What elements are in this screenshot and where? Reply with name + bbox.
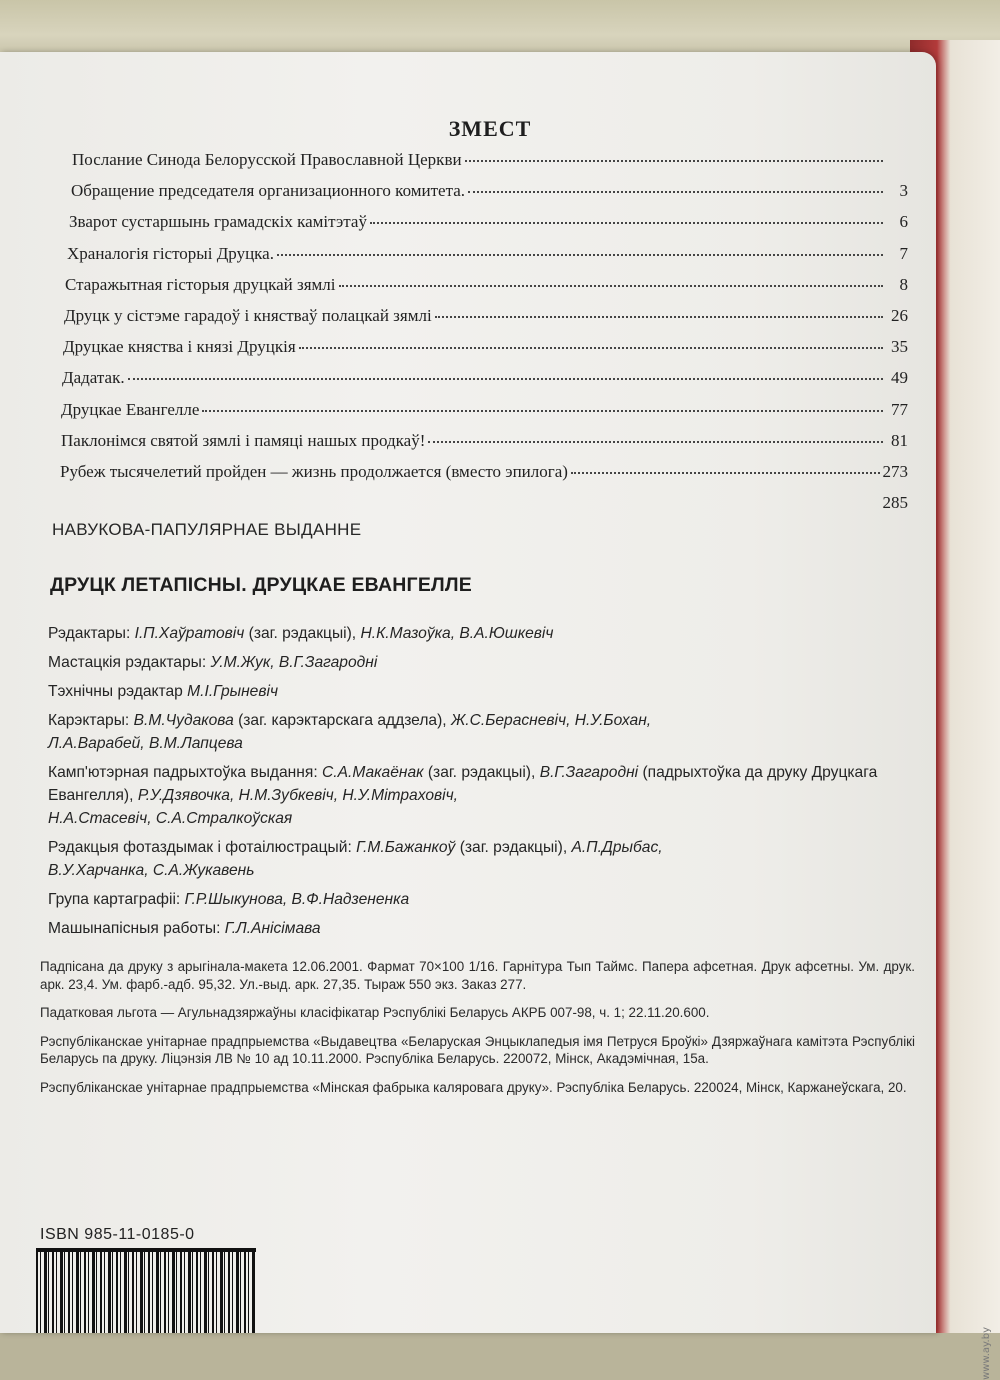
toc-leader-dots	[128, 378, 883, 380]
credit-label: Машынапісныя работы:	[48, 920, 221, 937]
toc-entry	[58, 275, 908, 306]
credit-name: В.Г.Загародні	[539, 764, 639, 781]
imprint-print-data: Падпісана да друку з арыгінала-макета 12.06.2001. Фармат 70×100 1/16. Гарнітура Тып Таймс. Папера афсетная. Друк афсетны. Ум. друк. арк. 23,4. Ум. фарб.-адб. 95,32. Ул.-выд. арк. 27,35. Тыраж 550 экз. Заказ 277.	[40, 959, 915, 992]
credit-computer-prep	[48, 761, 908, 830]
imprint-printer: Рэспубліканскае унітарнае прадпрыемства «Мінская фабрыка каляровага друку». Рэспубліка Беларусь. 220024, Мінск, Каржанеўскага, 20.	[40, 1079, 907, 1095]
credits-block	[48, 622, 908, 946]
toc-leader-dots	[435, 316, 883, 318]
credit-label: Камп'ютэрная падрыхтоўка выдання:	[48, 764, 318, 781]
toc-entry	[58, 368, 908, 399]
toc-entry	[58, 400, 908, 431]
credit-tech-editor	[48, 680, 908, 703]
toc-entry-page: 7	[899, 243, 908, 263]
credit-label: Група картаграфіі:	[48, 891, 181, 908]
credit-cartography	[48, 888, 908, 911]
toc-leader-dots	[299, 347, 883, 349]
toc-entry	[58, 337, 908, 368]
table-of-contents	[58, 150, 908, 524]
toc-entry-page: 26	[891, 305, 908, 325]
toc-entry-page: 8	[899, 274, 908, 294]
toc-entry-page: 77	[891, 399, 908, 419]
credit-name: Р.У.Дзявочка, Н.М.Зубкевіч, Н.У.Мітраховіч,	[137, 787, 458, 804]
credit-name: Г.Л.Анісімава	[224, 920, 321, 937]
toc-entry-title: Послание Синода Белорусской Православной Церкви	[72, 150, 462, 169]
toc-entry-page: 273	[882, 461, 908, 481]
toc-entry-page: 285	[882, 493, 908, 513]
toc-entry-page: 35	[891, 337, 908, 357]
credit-note: (заг. рэдакцыі),	[459, 839, 568, 856]
toc-leader-dots	[277, 254, 883, 256]
toc-entry	[58, 212, 908, 243]
credit-art-editors	[48, 651, 908, 674]
credit-name: Л.А.Варабей, В.М.Лапцева	[48, 735, 243, 752]
credit-name: В.А.Юшкевіч	[459, 625, 554, 642]
toc-leader-dots	[370, 222, 883, 224]
toc-entry	[58, 462, 908, 493]
toc-leader-dots	[468, 191, 883, 193]
credit-name: С.А.Макаёнак	[322, 764, 424, 781]
toc-entry-title: Друцк у сістэме гарадоў і княстваў полацкай зямлі	[64, 305, 432, 325]
toc-title: ЗМЕСТ	[448, 116, 532, 141]
toc-leader-dots	[428, 441, 883, 443]
watermark: www.ay.by	[981, 1327, 992, 1380]
toc-leader-dots	[571, 472, 880, 474]
credit-label: Мастацкія рэдактары:	[48, 654, 207, 671]
toc-entry	[58, 244, 908, 275]
credit-label: Рэдактары:	[48, 625, 131, 642]
toc-entry	[58, 306, 908, 337]
credit-name: Н.А.Стасевіч, С.А.Стралкоўская	[48, 810, 293, 827]
credit-name: Н.К.Мазоўка,	[360, 625, 456, 642]
toc-entry-page: 49	[891, 368, 908, 388]
publication-type: НАВУКОВА-ПАПУЛЯРНАЕ ВЫДАННЕ	[52, 520, 362, 539]
toc-entry-title: Зварот сустаршынь грамадскіх камітэтаў	[69, 212, 367, 232]
credit-label: Карэктары:	[48, 712, 130, 729]
credit-editors	[48, 622, 908, 645]
credit-name: М.І.Грыневіч	[187, 683, 279, 700]
toc-entry-title: Дадатак.	[62, 368, 125, 388]
imprint-tax: Падатковая льгота — Агульнадзяржаўны класіфікатар Рэспублікі Беларусь АКРБ 007-98, ч. 1; 22.11.20.600.	[40, 1005, 710, 1021]
toc-entry-title: Рубеж тысячелетий пройден — жизнь продолжается (вместо эпилога)	[60, 461, 568, 481]
credit-note: (заг. рэдакцыі),	[427, 764, 536, 781]
toc-entry-title: Паклонімся святой зямлі і памяці нашых продкаў!	[61, 430, 426, 450]
toc-entry-title: Друцкае Евангелле	[61, 399, 200, 419]
credit-label: Рэдакцыя фотаздымак і фотаілюстрацый:	[48, 839, 352, 856]
toc-leader-dots	[339, 285, 883, 287]
toc-leader-dots	[202, 410, 883, 412]
toc-entry	[58, 181, 908, 212]
imprint-publisher: Рэспубліканскае унітарнае прадпрыемства «Выдавецтва «Беларуская Энцыклапедыя імя Петруся Броўкі» Дзяржаўнага камітэта Рэспублікі Беларусь па друку. Ліцэнзія ЛВ № 10 ад 10.11.2000. Рэспубліка Беларусь. 220072, Мінск, Акадэмічная, 15а.	[40, 1033, 915, 1067]
toc-entry-page: 6	[899, 212, 908, 232]
barcode-icon	[36, 1252, 256, 1333]
toc-entry	[58, 150, 908, 181]
toc-entry-title: Обращение председателя организационного комитета.	[71, 181, 466, 201]
credit-name: В.У.Харчанка, С.А.Жукавень	[48, 862, 255, 879]
toc-entry	[58, 431, 908, 462]
toc-leader-dots	[465, 160, 883, 162]
toc-entry-title: Храналогія гісторыі Друцка.	[67, 243, 274, 263]
credit-name: І.П.Хаўратовіч	[134, 625, 245, 642]
credit-note: (падрыхтоўка да друку Друцкага Евангелля),	[48, 764, 878, 804]
toc-entry-title: Друцкае княства і князі Друцкія	[63, 337, 296, 357]
credit-typing	[48, 917, 908, 940]
credit-note: (заг. карэктарскага аддзела),	[238, 712, 447, 729]
toc-entry-page: 3	[899, 181, 908, 201]
credit-name: Г.М.Бажанкоў	[356, 839, 456, 856]
isbn: ISBN 985-11-0185-0	[40, 1226, 195, 1243]
credit-name: Ж.С.Берасневіч, Н.У.Бохан,	[450, 712, 652, 729]
toc-entry-title: Старажытная гісторыя друцкай зямлі	[65, 274, 336, 294]
credit-name: А.П.Дрыбас,	[571, 839, 663, 856]
toc-entry-page: 81	[891, 430, 908, 450]
credit-name: У.М.Жук, В.Г.Загародні	[210, 654, 378, 671]
book-title: ДРУЦК ЛЕТАПІСНЫ. ДРУЦКАЕ ЕВАНГЕЛЛЕ	[50, 574, 472, 596]
credit-name: Г.Р.Шыкунова, В.Ф.Надзененка	[184, 891, 410, 908]
credit-photo	[48, 836, 908, 882]
credit-note: (заг. рэдакцыі),	[248, 625, 357, 642]
credit-correctors	[48, 709, 908, 755]
imprint-block	[40, 958, 915, 1108]
credit-label: Тэхнічны рэдактар	[48, 683, 183, 700]
credit-name: В.М.Чудакова	[133, 712, 234, 729]
